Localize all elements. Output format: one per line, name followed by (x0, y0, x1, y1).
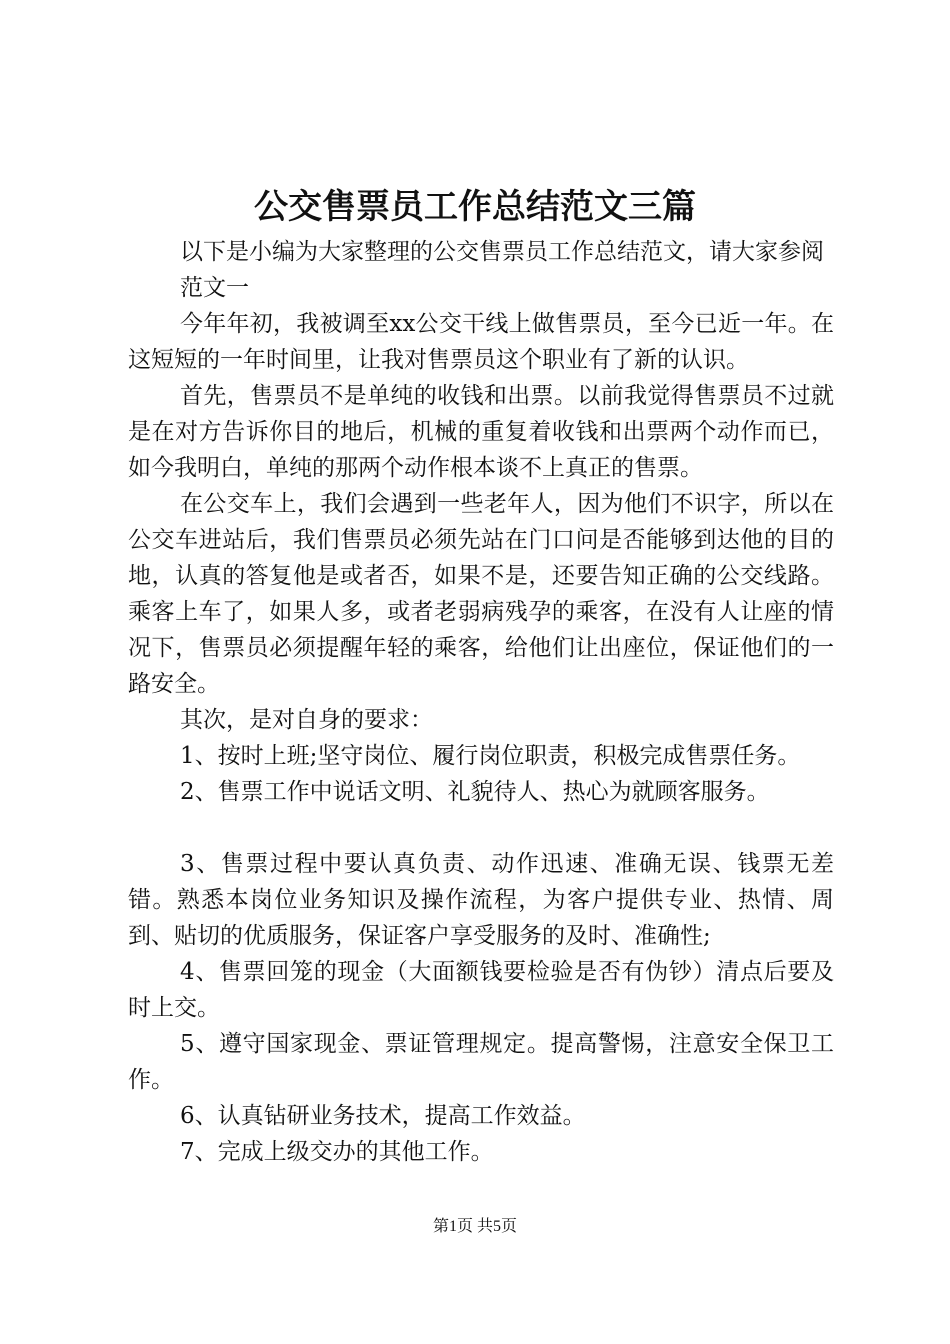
intro-paragraph: 以下是小编为大家整理的公交售票员工作总结范文，请大家参阅 (180, 239, 824, 265)
body-paragraph: 首先，售票员不是单纯的收钱和出票。以前我觉得售票员不过就是在对方告诉你目的地后，机械的重复着收钱和出票两个动作而已，如今我明白，单纯的那两个动作根本谈不上真正的售票。 (128, 383, 834, 481)
body-paragraph: 在公交车上，我们会遇到一些老年人，因为他们不识字，所以在公交车进站后，我们售票员必须先站在门口问是否能够到达他的目的地，认真的答复他是或者否，如果不是，还要告知正确的公交线路。乘客上车了，如果人多，或者老弱病残孕的乘客，在没有人让座的情况下，售票员必须提醒年轻的乘客，给他们让出座位，保证他们的一路安全。 (128, 491, 834, 697)
body-paragraph: 今年年初，我被调至xx公交干线上做售票员，至今已近一年。在这短短的一年时间里，让我对售票员这个职业有了新的认识。 (128, 311, 834, 373)
list-item: 3、售票过程中要认真负责、动作迅速、准确无误、钱票无差错。熟悉本岗位业务知识及操作流程，为客户提供专业、热情、周到、贴切的优质服务，保证客户享受服务的及时、准确性; (128, 851, 834, 949)
body-paragraph: 其次，是对自身的要求： (180, 707, 433, 733)
page-footer: 第1页 共5页 (432, 1218, 517, 1235)
document-title: 公交售票员工作总结范文三篇 (254, 187, 696, 227)
list-item: 4、售票回笼的现金（大面额钱要检验是否有伪钞）清点后要及时上交。 (128, 959, 834, 1021)
list-item: 5、遵守国家现金、票证管理规定。提高警惕，注意安全保卫工作。 (128, 1031, 834, 1093)
blank-line (128, 810, 834, 846)
list-item: 6、认真钻研业务技术，提高工作效益。 (180, 1103, 586, 1129)
list-item: 7、完成上级交办的其他工作。 (180, 1139, 494, 1165)
list-item: 1、按时上班;坚守岗位、履行岗位职责，积极完成售票任务。 (180, 743, 801, 769)
list-item: 2、售票工作中说话文明、礼貌待人、热心为就顾客服务。 (180, 779, 770, 805)
section-heading: 范文一 (180, 275, 249, 301)
document-body (128, 234, 834, 1170)
